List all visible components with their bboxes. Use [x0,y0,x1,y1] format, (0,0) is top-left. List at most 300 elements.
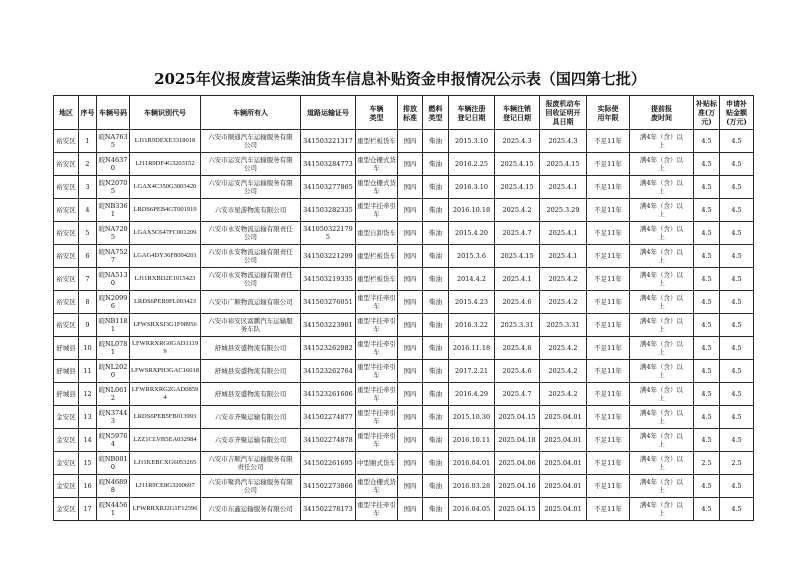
cell-emission-standard: 国四 [398,406,423,429]
cell-deregistration-date: 2025.4.6 [495,337,540,360]
cell-fuel-type: 柴油 [423,360,449,383]
header-owner: 车辆所有人 [201,96,301,130]
cell-transport-permit-no: 341502261695 [301,452,356,475]
cell-vin: LJ11KEBCXG6053265 [130,452,201,475]
header-actual-service-years: 实际使用年限 [587,96,630,130]
cell-owner: 六安市广顺物流运输有限公司 [201,291,301,314]
cell-emission-standard: 国四 [398,452,423,475]
cell-early-scrap-time: 满4年（含）以上 [630,337,694,360]
header-vehicle-type: 车辆类型 [356,96,398,130]
cell-emission-standard: 国四 [398,245,423,268]
cell-plate-number: 皖NA7527 [97,245,130,268]
cell-early-scrap-time: 满4年（含）以上 [630,475,694,498]
header-vin: 车辆识别代号 [130,96,201,130]
cell-region: 金安区 [54,498,79,521]
cell-fuel-type: 柴油 [423,291,449,314]
cell-scrap-certificate-date: 2025.4.2 [540,268,587,291]
cell-fuel-type: 柴油 [423,130,449,153]
table-row [54,291,754,314]
cell-emission-standard: 国四 [398,176,423,199]
cell-subsidy-amount: 4.5 [720,383,754,406]
cell-plate-number: 皖NB3361 [97,199,130,222]
cell-plate-number: 皖NL2020 [97,360,130,383]
cell-region: 金安区 [54,475,79,498]
cell-vin: LFWRRXRG2GAD08594 [130,383,201,406]
cell-index: 12 [79,383,97,406]
cell-registration-date: 2016.2.25 [449,153,495,176]
cell-early-scrap-time: 满4年（含）以上 [630,360,694,383]
cell-deregistration-date: 2025.3.31 [495,314,540,337]
cell-vehicle-type: 重型半挂牵引车 [356,383,398,406]
cell-subsidy-standard: 4.5 [694,429,720,452]
cell-registration-date: 2015.3.6 [449,245,495,268]
cell-registration-date: 2016.04.01 [449,452,495,475]
cell-early-scrap-time: 满4年（含）以上 [630,222,694,245]
cell-registration-date: 2015.10.30 [449,406,495,429]
cell-early-scrap-time: 满4年（含）以上 [630,291,694,314]
cell-vin: LRDS6PEB4GT001919 [130,199,201,222]
cell-subsidy-amount: 4.5 [720,406,754,429]
cell-index: 16 [79,475,97,498]
cell-index: 8 [79,291,97,314]
cell-vin: LFWSRXPH3GAC16018 [130,360,201,383]
cell-fuel-type: 柴油 [423,383,449,406]
cell-index: 14 [79,429,97,452]
cell-vehicle-type: 重型仓栅式货车 [356,176,398,199]
cell-vin: LJ11R9DEXE3318018 [130,130,201,153]
cell-owner: 六安市永安物流运输有限责任公司 [201,245,301,268]
cell-plate-number: 皖N46898 [97,475,130,498]
cell-subsidy-standard: 4.5 [694,130,720,153]
cell-plate-number: 皖N46370 [97,153,130,176]
cell-subsidy-amount: 4.5 [720,176,754,199]
cell-early-scrap-time: 满4年（含）以上 [630,314,694,337]
cell-fuel-type: 柴油 [423,199,449,222]
cell-region: 裕安区 [54,291,79,314]
cell-actual-service-years: 不足11年 [587,245,630,268]
cell-owner: 舒城县安盛物流有限公司 [201,383,301,406]
cell-fuel-type: 柴油 [423,268,449,291]
cell-plate-number: 皖NL0781 [97,337,130,360]
cell-deregistration-date: 2025.04.06 [495,452,540,475]
cell-early-scrap-time: 满4年（含）以上 [630,153,694,176]
cell-registration-date: 2016.3.22 [449,314,495,337]
table-row [54,222,754,245]
cell-fuel-type: 柴油 [423,337,449,360]
table-row [54,130,754,153]
table-row [54,429,754,452]
cell-transport-permit-no: 341502273866 [301,475,356,498]
cell-early-scrap-time: 满4年（含）以上 [630,498,694,521]
cell-early-scrap-time: 满4年（含）以上 [630,199,694,222]
cell-plate-number: 皖N20705 [97,176,130,199]
cell-scrap-certificate-date: 2025.4.2 [540,383,587,406]
cell-actual-service-years: 不足11年 [587,222,630,245]
cell-registration-date: 2016.10.18 [449,199,495,222]
cell-index: 15 [79,452,97,475]
cell-transport-permit-no: 341502274878 [301,429,356,452]
cell-emission-standard: 国四 [398,153,423,176]
cell-emission-standard: 国四 [398,222,423,245]
header-subsidy-amount: 申请补贴金额(万元) [720,96,754,130]
cell-vehicle-type: 重型半挂牵引车 [356,314,398,337]
cell-subsidy-standard: 4.5 [694,475,720,498]
cell-vehicle-type: 重型半挂牵引车 [356,406,398,429]
cell-subsidy-standard: 4.5 [694,245,720,268]
cell-plate-number: 皖NA5130 [97,268,130,291]
table-row [54,199,754,222]
cell-scrap-certificate-date: 2025.4.1 [540,245,587,268]
cell-vehicle-type: 重型半挂牵引车 [356,429,398,452]
cell-emission-standard: 国四 [398,291,423,314]
cell-early-scrap-time: 满4年（含）以上 [630,245,694,268]
cell-scrap-certificate-date: 2025.4.15 [540,153,587,176]
cell-subsidy-standard: 4.5 [694,383,720,406]
cell-owner: 六安市星游物流有限公司 [201,199,301,222]
cell-deregistration-date: 2025.04.16 [495,475,540,498]
header-scrap-certificate-date: 报废机动车回收证明开具日期 [540,96,587,130]
cell-region: 裕安区 [54,176,79,199]
cell-vehicle-type: 重型栏板货车 [356,245,398,268]
cell-plate-number: 皖NA7205 [97,222,130,245]
cell-registration-date: 2016.11.18 [449,337,495,360]
cell-index: 2 [79,153,97,176]
cell-deregistration-date: 2025.4.15 [495,176,540,199]
cell-vin: LRDS6PEB9FL003423 [130,291,201,314]
cell-registration-date: 2014.4.2 [449,268,495,291]
cell-region: 裕安区 [54,314,79,337]
cell-subsidy-standard: 4.5 [694,314,720,337]
cell-actual-service-years: 不足11年 [587,383,630,406]
cell-region: 金安区 [54,452,79,475]
header-registration-date: 车辆注册登记日期 [449,96,495,130]
cell-subsidy-standard: 4.5 [694,199,720,222]
cell-emission-standard: 国四 [398,199,423,222]
cell-owner: 六安市齐聚运输有限公司 [201,406,301,429]
cell-index: 4 [79,199,97,222]
cell-region: 裕安区 [54,130,79,153]
cell-owner: 六安市东鑫运输服务有限公司 [201,498,301,521]
cell-plate-number: 皖N44561 [97,498,130,521]
cell-deregistration-date: 2025.4.7 [495,383,540,406]
header-early-scrap-time: 提前报废时间 [630,96,694,130]
cell-actual-service-years: 不足11年 [587,452,630,475]
cell-fuel-type: 柴油 [423,475,449,498]
cell-index: 6 [79,245,97,268]
cell-subsidy-standard: 4.5 [694,153,720,176]
cell-deregistration-date: 2025.4.15 [495,153,540,176]
cell-registration-date: 2016.3.10 [449,176,495,199]
cell-vin: LFWRRXRJ2G1F12596 [130,498,201,521]
table-row [54,153,754,176]
cell-subsidy-standard: 4.5 [694,360,720,383]
cell-registration-date: 2017.2.21 [449,360,495,383]
cell-transport-permit-no: 3410503221795 [301,222,356,245]
cell-actual-service-years: 不足11年 [587,314,630,337]
cell-plate-number: 皖N59764 [97,429,130,452]
cell-plate-number: 皖NL0612 [97,383,130,406]
cell-deregistration-date: 2025.04.18 [495,429,540,452]
header-region: 地区 [54,96,79,130]
cell-transport-permit-no: 341503221317 [301,130,356,153]
cell-vin: LZZ1CLVB5EA032984 [130,429,201,452]
cell-index: 1 [79,130,97,153]
cell-index: 3 [79,176,97,199]
cell-emission-standard: 国四 [398,498,423,521]
cell-transport-permit-no: 341503276051 [301,291,356,314]
cell-plate-number: 皖NB0010 [97,452,130,475]
cell-vehicle-type: 重型半挂牵引车 [356,199,398,222]
cell-actual-service-years: 不足11年 [587,429,630,452]
table-row [54,406,754,429]
cell-subsidy-amount: 4.5 [720,199,754,222]
table-row [54,337,754,360]
page-title: 2025年仪报废营运柴油货车信息补贴资金申报情况公示表（国四第七批） [154,70,646,88]
cell-scrap-certificate-date: 2025.04.01 [540,475,587,498]
cell-registration-date: 2016.03.28 [449,475,495,498]
cell-actual-service-years: 不足11年 [587,291,630,314]
cell-subsidy-amount: 4.5 [720,429,754,452]
cell-vehicle-type: 重型栏板货车 [356,130,398,153]
cell-vehicle-type: 中型厢式货车 [356,452,398,475]
header-deregistration-date: 车辆注销登记日期 [495,96,540,130]
cell-vin: LRDS6PEB5FB013993 [130,406,201,429]
cell-emission-standard: 国四 [398,130,423,153]
cell-region: 裕安区 [54,222,79,245]
cell-emission-standard: 国四 [398,383,423,406]
cell-early-scrap-time: 满4年（含）以上 [630,406,694,429]
cell-actual-service-years: 不足11年 [587,153,630,176]
cell-owner: 六安市裕安区富鹏汽车运输服务车队 [201,314,301,337]
cell-transport-permit-no: 341503221299 [301,245,356,268]
cell-fuel-type: 柴油 [423,406,449,429]
cell-early-scrap-time: 满4年（含）以上 [630,176,694,199]
cell-transport-permit-no: 341523261606 [301,383,356,406]
cell-scrap-certificate-date: 2025.3.29 [540,199,587,222]
cell-transport-permit-no: 341502274877 [301,406,356,429]
cell-subsidy-amount: 4.5 [720,268,754,291]
cell-subsidy-standard: 4.5 [694,268,720,291]
table-header-row [54,96,754,130]
cell-scrap-certificate-date: 2025.04.01 [540,429,587,452]
cell-owner: 六安市吉顺汽车运输服务有限责任公司 [201,452,301,475]
cell-owner: 六安市运安汽车运输服务有限公司 [201,176,301,199]
header-subsidy-standard: 补贴标准(万元) [694,96,720,130]
cell-region: 金安区 [54,429,79,452]
cell-fuel-type: 柴油 [423,153,449,176]
cell-subsidy-amount: 4.5 [720,498,754,521]
cell-plate-number: 皖N37443 [97,406,130,429]
cell-region: 裕安区 [54,268,79,291]
cell-region: 舒城县 [54,337,79,360]
cell-fuel-type: 柴油 [423,222,449,245]
cell-index: 17 [79,498,97,521]
cell-registration-date: 2016.10.11 [449,429,495,452]
cell-actual-service-years: 不足11年 [587,199,630,222]
cell-early-scrap-time: 满4年（含）以上 [630,268,694,291]
cell-owner: 六安市顺通汽车运输服务有限公司 [201,130,301,153]
cell-scrap-certificate-date: 2025.4.3 [540,130,587,153]
table-body [54,130,754,521]
cell-owner: 舒城县安盛物流有限公司 [201,337,301,360]
cell-actual-service-years: 不足11年 [587,176,630,199]
cell-scrap-certificate-date: 2025.4.2 [540,291,587,314]
cell-actual-service-years: 不足11年 [587,337,630,360]
table-row [54,245,754,268]
cell-deregistration-date: 2025.4.1 [495,268,540,291]
cell-subsidy-amount: 4.5 [720,337,754,360]
table-row [54,383,754,406]
cell-vehicle-type: 重型栏板货车 [356,268,398,291]
cell-plate-number: 皖NA7635 [97,130,130,153]
cell-subsidy-amount: 4.5 [720,222,754,245]
cell-region: 裕安区 [54,199,79,222]
header-fuel-type: 燃料类型 [423,96,449,130]
table-row [54,268,754,291]
cell-deregistration-date: 2025.4.6 [495,291,540,314]
cell-transport-permit-no: 341502278173 [301,498,356,521]
cell-index: 11 [79,360,97,383]
cell-subsidy-standard: 4.5 [694,337,720,360]
cell-registration-date: 2015.4.20 [449,222,495,245]
cell-registration-date: 2016.04.05 [449,498,495,521]
cell-subsidy-standard: 4.5 [694,498,720,521]
cell-fuel-type: 柴油 [423,176,449,199]
cell-plate-number: 皖N20996 [97,291,130,314]
table-row [54,176,754,199]
table-row [54,452,754,475]
cell-vin: LGAG4DY36F8004201 [130,245,201,268]
cell-emission-standard: 国四 [398,360,423,383]
cell-subsidy-standard: 4.5 [694,291,720,314]
cell-deregistration-date: 2025.04.15 [495,406,540,429]
cell-region: 金安区 [54,406,79,429]
cell-actual-service-years: 不足11年 [587,268,630,291]
cell-deregistration-date: 2025.04.15 [495,498,540,521]
cell-actual-service-years: 不足11年 [587,475,630,498]
cell-subsidy-amount: 2.5 [720,452,754,475]
cell-subsidy-amount: 4.5 [720,245,754,268]
table-row [54,475,754,498]
cell-actual-service-years: 不足11年 [587,130,630,153]
cell-index: 9 [79,314,97,337]
cell-deregistration-date: 2025.4.7 [495,222,540,245]
cell-subsidy-standard: 2.5 [694,452,720,475]
cell-emission-standard: 国四 [398,268,423,291]
cell-owner: 六安市永安物流运输有限责任公司 [201,222,301,245]
cell-early-scrap-time: 满4年（含）以上 [630,452,694,475]
cell-subsidy-amount: 4.5 [720,130,754,153]
cell-vehicle-type: 重型半挂牵引车 [356,291,398,314]
cell-vehicle-type: 重型自卸货车 [356,222,398,245]
cell-vin: LFWSRXSJ3G1F08956 [130,314,201,337]
cell-index: 5 [79,222,97,245]
cell-scrap-certificate-date: 2025.4.1 [540,176,587,199]
header-emission-standard: 排放标准 [398,96,423,130]
cell-vin: LJ11RXBD2E1015423 [130,268,201,291]
cell-fuel-type: 柴油 [423,498,449,521]
cell-scrap-certificate-date: 2025.4.2 [540,337,587,360]
cell-subsidy-amount: 4.5 [720,360,754,383]
cell-transport-permit-no: 341523262082 [301,337,356,360]
cell-vin: LGAX5C647FC001209 [130,222,201,245]
cell-transport-permit-no: 341523262764 [301,360,356,383]
subsidy-table [53,95,754,521]
cell-owner: 六安市齐聚运输有限公司 [201,429,301,452]
table-row [54,360,754,383]
header-plate-number: 车辆号码 [97,96,130,130]
cell-actual-service-years: 不足11年 [587,360,630,383]
cell-vehicle-type: 重型仓栅式货车 [356,475,398,498]
cell-owner: 六安市永安物流运输有限责任公司 [201,268,301,291]
cell-fuel-type: 柴油 [423,429,449,452]
cell-subsidy-amount: 4.5 [720,291,754,314]
cell-index: 7 [79,268,97,291]
cell-owner: 六安市运安汽车运输服务有限公司 [201,153,301,176]
cell-vehicle-type: 重型仓栅式货车 [356,153,398,176]
cell-registration-date: 2016.4.29 [449,383,495,406]
cell-scrap-certificate-date: 2025.3.31 [540,314,587,337]
cell-transport-permit-no: 341503282335 [301,199,356,222]
cell-scrap-certificate-date: 2025.04.01 [540,498,587,521]
cell-region: 裕安区 [54,245,79,268]
cell-scrap-certificate-date: 2025.4.2 [540,360,587,383]
cell-emission-standard: 国四 [398,475,423,498]
cell-early-scrap-time: 满4年（含）以上 [630,130,694,153]
cell-owner: 舒城县安盛物流有限公司 [201,360,301,383]
cell-subsidy-amount: 4.5 [720,475,754,498]
cell-owner: 六安市聚鸿汽车运输服务有限公司 [201,475,301,498]
cell-vin: LJ11R9DF4G3203152 [130,153,201,176]
cell-region: 舒城县 [54,383,79,406]
cell-vin: LGAX4C350G3003420 [130,176,201,199]
cell-transport-permit-no: 341503284773 [301,153,356,176]
cell-early-scrap-time: 满4年（含）以上 [630,429,694,452]
cell-transport-permit-no: 341503277865 [301,176,356,199]
cell-emission-standard: 国四 [398,314,423,337]
cell-region: 裕安区 [54,153,79,176]
cell-registration-date: 2015.3.10 [449,130,495,153]
cell-subsidy-standard: 4.5 [694,176,720,199]
cell-emission-standard: 国四 [398,337,423,360]
table-row [54,314,754,337]
cell-emission-standard: 国四 [398,429,423,452]
cell-vehicle-type: 重型半挂牵引车 [356,337,398,360]
cell-deregistration-date: 2025.4.3 [495,130,540,153]
cell-vin: LFWRRXRG0GAD11199 [130,337,201,360]
cell-deregistration-date: 2025.4.15 [495,245,540,268]
cell-scrap-certificate-date: 2025.4.1 [540,222,587,245]
cell-region: 舒城县 [54,360,79,383]
cell-subsidy-standard: 4.5 [694,406,720,429]
cell-plate-number: 皖NB1181 [97,314,130,337]
cell-deregistration-date: 2025.4.6 [495,360,540,383]
cell-early-scrap-time: 满4年（含）以上 [630,383,694,406]
cell-fuel-type: 柴油 [423,245,449,268]
cell-transport-permit-no: 341503223901 [301,314,356,337]
table-row [54,498,754,521]
cell-vehicle-type: 重型半挂牵引车 [356,360,398,383]
cell-actual-service-years: 不足11年 [587,406,630,429]
cell-registration-date: 2015.4.23 [449,291,495,314]
cell-vehicle-type: 重型半挂牵引车 [356,498,398,521]
cell-index: 10 [79,337,97,360]
cell-actual-service-years: 不足11年 [587,498,630,521]
cell-subsidy-amount: 4.5 [720,314,754,337]
header-index: 序号 [79,96,97,130]
cell-vin: LJ11R9CE8G3200697 [130,475,201,498]
header-transport-permit-no: 道路运输证号 [301,96,356,130]
